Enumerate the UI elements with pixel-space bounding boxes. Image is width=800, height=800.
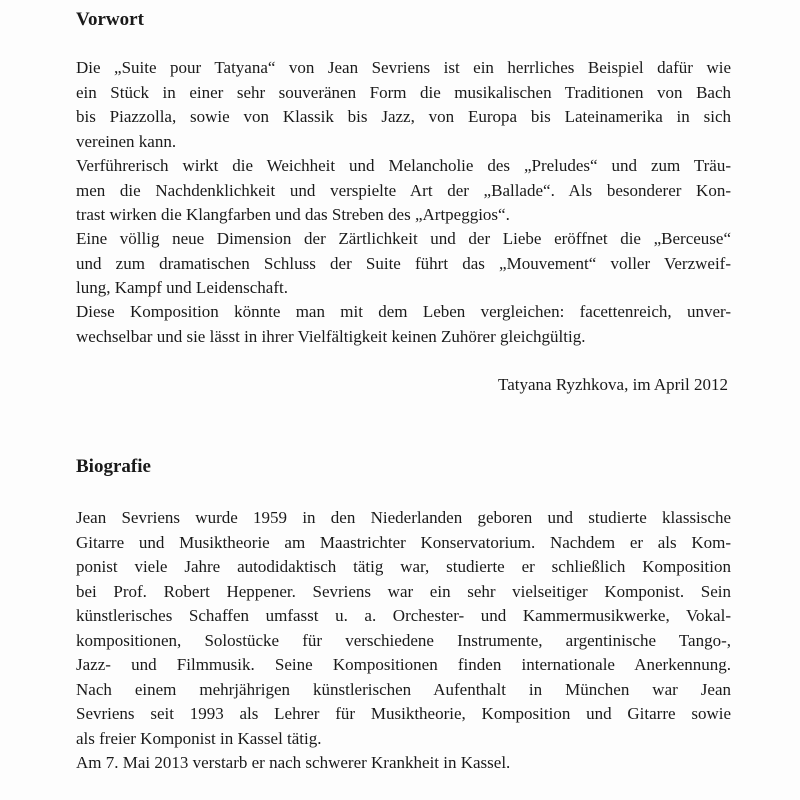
vorwort-paragraph-2 xyxy=(76,154,731,228)
biografie-heading: Biografie xyxy=(76,456,151,477)
vorwort-paragraph-3 xyxy=(76,227,731,301)
text-line: Eine völlig neue Dimension der Zärtlichkeit und der Liebe eröffnet die „Berceuse“ xyxy=(76,229,731,248)
vorwort-signature: Tatyana Ryzhkova, im April 2012 xyxy=(498,375,728,394)
text-line: trast wirken die Klangfarben und das Streben des „Artpeggios“. xyxy=(76,205,510,224)
text-line: lung, Kampf und Leidenschaft. xyxy=(76,278,288,297)
vorwort-paragraph-1 xyxy=(76,56,731,154)
text-line: ein Stück in einer sehr souveränen Form die musikalischen Traditionen von Bach xyxy=(76,82,731,102)
text-line: als freier Komponist in Kassel tätig. xyxy=(76,728,322,748)
text-line: künstlerisches Schaffen umfasst u. a. Orchester- und Kammermusikwerke, Vokal- xyxy=(76,606,731,625)
vorwort-paragraph-4 xyxy=(76,300,731,349)
text-line: Sevriens seit 1993 als Lehrer für Musiktheorie, Komposition und Gitarre sowie xyxy=(76,704,731,723)
text-line: wechselbar und sie lässt in ihrer Vielfältigkeit keinen Zuhörer gleichgültig. xyxy=(76,326,586,346)
text-line: Jean Sevriens wurde 1959 in den Niederlanden geboren und studierte klassische xyxy=(76,508,731,527)
text-line: bei Prof. Robert Heppener. Sevriens war ein sehr vielseitiger Komponist. Sein xyxy=(76,581,731,601)
text-line: Diese Komposition könnte man mit dem Leben vergleichen: facettenreich, unver- xyxy=(76,302,731,321)
text-line: vereinen kann. xyxy=(76,131,177,151)
text-line: Am 7. Mai 2013 verstarb er nach schwerer Krankheit in Kassel. xyxy=(76,753,511,772)
text-line: kompositionen, Solostücke für verschiedene Instrumente, argentinische Tango-, xyxy=(76,630,731,650)
vorwort-heading: Vorwort xyxy=(76,9,144,30)
text-line: men die Nachdenklichkeit und verspielte Art der „Ballade“. Als besonderer Kon- xyxy=(76,180,731,200)
text-line: und zum dramatischen Schluss der Suite führt das „Mouvement“ voller Verzweif- xyxy=(76,253,731,273)
text-line: Verführerisch wirkt die Weichheit und Melancholie des „Preludes“ und zum Träu- xyxy=(76,156,731,175)
text-line: bis Piazzolla, sowie von Klassik bis Jazz, von Europa bis Lateinamerika in sich xyxy=(76,107,731,126)
text-line: ponist viele Jahre autodidaktisch tätig war, studierte er schließlich Komposition xyxy=(76,557,731,576)
text-line: Jazz- und Filmmusik. Seine Kompositionen finden internationale Anerkennung. xyxy=(76,655,731,674)
text-line: Nach einem mehrjährigen künstlerischen Aufenthalt in München war Jean xyxy=(76,679,731,699)
biografie-paragraph-2 xyxy=(76,751,731,776)
biografie-paragraph-1 xyxy=(76,506,731,751)
text-line: Die „Suite pour Tatyana“ von Jean Sevriens ist ein herrliches Beispiel dafür wie xyxy=(76,58,731,77)
text-line: Gitarre und Musiktheorie am Maastrichter Konservatorium. Nachdem er als Kom- xyxy=(76,532,731,552)
